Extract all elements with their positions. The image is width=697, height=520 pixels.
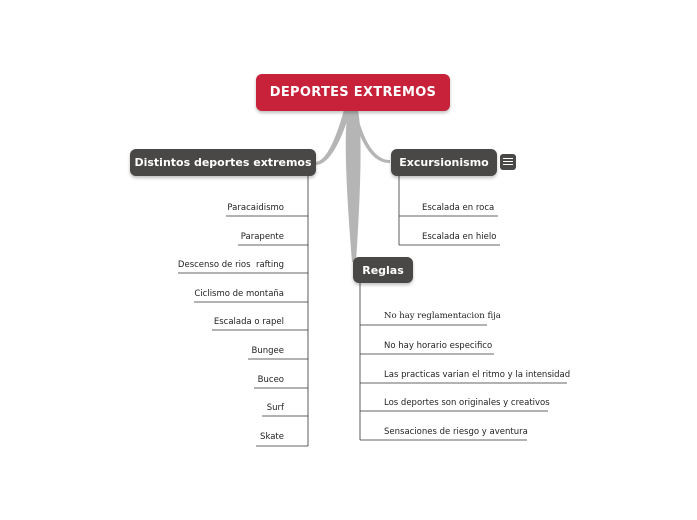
root-label: DEPORTES EXTREMOS bbox=[269, 85, 437, 100]
leaf-bungee[interactable]: Bungee bbox=[251, 346, 284, 356]
leaf-reglamentacion[interactable]: No hay reglamentacion fija bbox=[384, 311, 501, 321]
leaf-descenso-rios[interactable]: Descenso de rios rafting bbox=[177, 260, 284, 270]
leaf-escalada-hielo[interactable]: Escalada en hielo bbox=[422, 232, 497, 242]
root-node[interactable] bbox=[256, 74, 450, 111]
topic-reglas[interactable] bbox=[353, 257, 413, 283]
menu-icon[interactable] bbox=[500, 154, 516, 170]
topic-distintos-deportes[interactable] bbox=[130, 149, 316, 176]
connector-root-reglas bbox=[346, 110, 361, 262]
connector-root-left bbox=[316, 110, 350, 165]
leaf-originales[interactable]: Los deportes son originales y creativos bbox=[384, 398, 550, 408]
leaf-sensaciones[interactable]: Sensaciones de riesgo y aventura bbox=[384, 427, 528, 437]
topic-label: Excursionismo bbox=[399, 156, 489, 169]
left-branch-lines bbox=[178, 176, 308, 446]
leaf-practicas[interactable]: Las practicas varian el ritmo y la intensidad bbox=[384, 370, 571, 380]
leaf-parapente[interactable]: Parapente bbox=[240, 232, 284, 242]
leaf-escalada-rapel[interactable]: Escalada o rapel bbox=[213, 317, 284, 327]
topic-label: Distintos deportes extremos bbox=[134, 156, 312, 169]
leaf-escalada-roca[interactable]: Escalada en roca bbox=[422, 203, 495, 213]
topic-excursionismo[interactable] bbox=[391, 149, 497, 176]
leaf-buceo[interactable]: Buceo bbox=[257, 375, 284, 385]
leaf-paracaidismo[interactable]: Paracaidismo bbox=[227, 203, 284, 213]
leaf-skate[interactable]: Skate bbox=[260, 432, 284, 442]
leaf-horario[interactable]: No hay horario especifico bbox=[384, 341, 493, 351]
reglas-branch-lines bbox=[360, 283, 567, 440]
leaf-ciclismo[interactable]: Ciclismo de montaña bbox=[194, 289, 284, 299]
leaf-surf[interactable]: Surf bbox=[266, 403, 284, 413]
topic-label: Reglas bbox=[362, 263, 404, 277]
